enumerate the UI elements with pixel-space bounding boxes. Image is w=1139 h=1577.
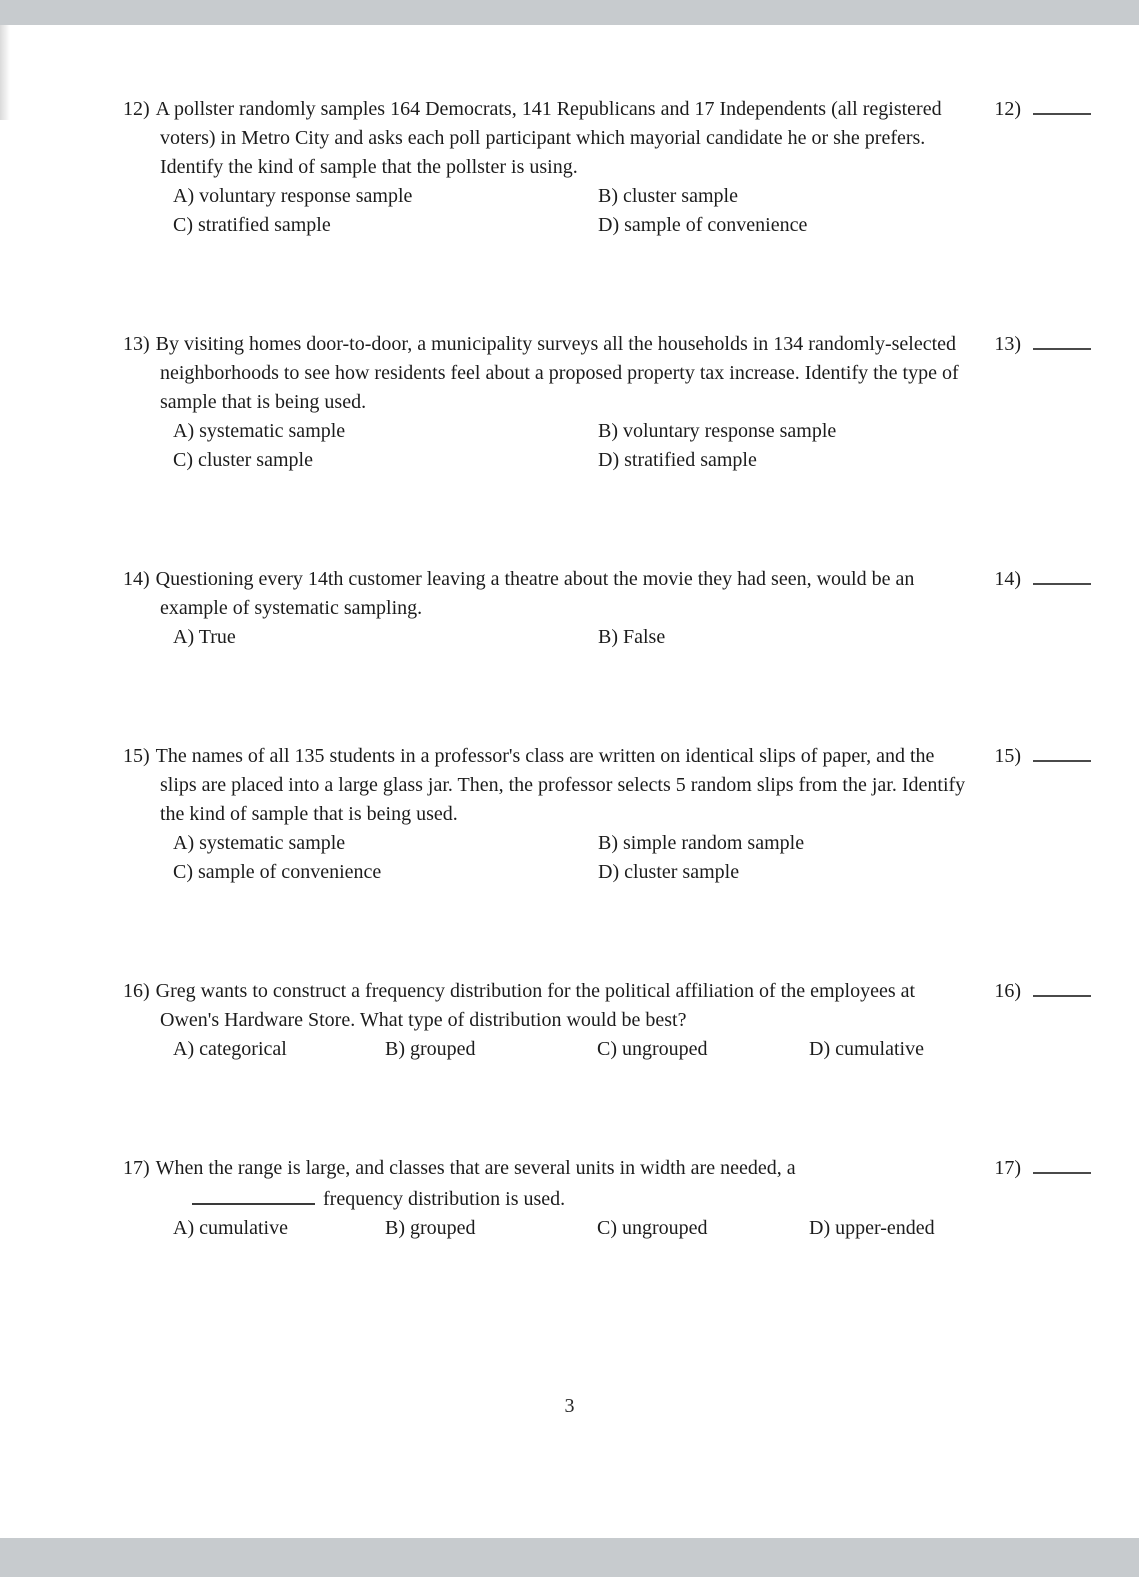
option-b: B) voluntary response sample — [598, 420, 837, 442]
question-statement: By visiting homes door-to-door, a municipality surveys all the households in 134 randomly-selected neighborhoods to see how residents feel about a proposed property tax increase. Identify the type of sample that is being used. — [155, 333, 959, 413]
option-c: C) ungrouped — [597, 1217, 708, 1239]
answer-number: 16) — [994, 980, 1021, 1002]
question-14-body — [123, 565, 968, 652]
fill-in-blank-line — [192, 1183, 315, 1205]
options-list — [123, 417, 968, 475]
question-16 — [123, 977, 1091, 1064]
answer-slot-15 — [994, 742, 1091, 771]
option-b: B) simple random sample — [598, 832, 805, 854]
question-number: 15) — [123, 745, 150, 767]
question-12 — [123, 95, 1091, 240]
option-b: B) grouped — [385, 1038, 476, 1060]
question-statement-part1: When the range is large, and classes that are several units in width are needed, a — [155, 1157, 796, 1179]
page-number: 3 — [564, 1395, 575, 1417]
screen-edge-bar-top — [0, 0, 1139, 25]
answer-slot-17 — [994, 1154, 1091, 1183]
answer-blank-line — [1033, 742, 1091, 762]
options-list — [123, 829, 968, 887]
option-a: A) categorical — [173, 1038, 287, 1060]
option-d: D) cluster sample — [598, 861, 740, 883]
option-a: A) cumulative — [173, 1217, 288, 1239]
option-d: D) sample of convenience — [598, 214, 808, 236]
options-list — [123, 1035, 968, 1064]
option-c: C) cluster sample — [173, 449, 313, 471]
question-13-body — [123, 330, 968, 475]
question-text — [123, 565, 968, 623]
option-d: D) upper-ended — [809, 1217, 935, 1239]
option-c: C) stratified sample — [173, 214, 331, 236]
option-b: B) False — [598, 626, 666, 648]
question-12-body — [123, 95, 968, 240]
question-statement: A pollster randomly samples 164 Democrats, 141 Republicans and 17 Independents (all registered voters) in Metro City and asks each poll participant which mayorial candidate he or she prefers. Identify the kind of sample that the pollster is using. — [155, 98, 942, 178]
question-17 — [123, 1154, 1091, 1243]
option-c: C) ungrouped — [597, 1038, 708, 1060]
answer-number: 14) — [994, 568, 1021, 590]
question-number: 16) — [123, 980, 150, 1002]
answer-number: 13) — [994, 333, 1021, 355]
options-list — [123, 1214, 968, 1243]
answer-number: 15) — [994, 745, 1021, 767]
question-number: 17) — [123, 1157, 150, 1179]
question-number: 12) — [123, 98, 150, 120]
question-14 — [123, 565, 1091, 652]
options-list — [123, 182, 968, 240]
option-a: A) systematic sample — [173, 420, 346, 442]
question-text — [123, 977, 968, 1035]
option-b: B) cluster sample — [598, 185, 738, 207]
question-number: 14) — [123, 568, 150, 590]
option-d: D) cumulative — [809, 1038, 924, 1060]
question-16-body — [123, 977, 968, 1064]
option-a: A) True — [173, 626, 236, 648]
answer-blank-line — [1033, 330, 1091, 350]
answer-slot-14 — [994, 565, 1091, 594]
question-text — [123, 95, 968, 182]
option-d: D) stratified sample — [598, 449, 757, 471]
question-statement: Questioning every 14th customer leaving a theatre about the movie they had seen, would be an example of systematic sampling. — [155, 568, 915, 619]
answer-blank-line — [1033, 977, 1091, 997]
question-number: 13) — [123, 333, 150, 355]
screen-edge-bar-bottom — [0, 1538, 1139, 1577]
answer-blank-line — [1033, 565, 1091, 585]
question-15 — [123, 742, 1091, 887]
options-list — [123, 623, 968, 652]
question-statement: Greg wants to construct a frequency distribution for the political affiliation of the employees at Owen's Hardware Store. What type of distribution would be best? — [155, 980, 916, 1031]
question-statement: The names of all 135 students in a professor's class are written on identical slips of paper, and the slips are placed into a large glass jar. Then, the professor selects 5 random slips from the jar. Identify the kind of sample that is being used. — [155, 745, 966, 825]
answer-number: 12) — [994, 98, 1021, 120]
question-text — [123, 1154, 968, 1214]
answer-slot-16 — [994, 977, 1091, 1006]
option-b: B) grouped — [385, 1217, 476, 1239]
option-a: A) voluntary response sample — [173, 185, 413, 207]
option-c: C) sample of convenience — [173, 861, 382, 883]
option-a: A) systematic sample — [173, 832, 346, 854]
question-text — [123, 330, 968, 417]
answer-slot-13 — [994, 330, 1091, 359]
answer-number: 17) — [994, 1157, 1021, 1179]
answer-blank-line — [1033, 1154, 1091, 1174]
document-page — [0, 25, 1139, 1333]
question-17-body — [123, 1154, 968, 1243]
question-text — [123, 742, 968, 829]
question-statement-part2: frequency distribution is used. — [323, 1188, 566, 1210]
answer-slot-12 — [994, 95, 1091, 124]
answer-blank-line — [1033, 95, 1091, 115]
question-13 — [123, 330, 1091, 475]
question-15-body — [123, 742, 968, 887]
